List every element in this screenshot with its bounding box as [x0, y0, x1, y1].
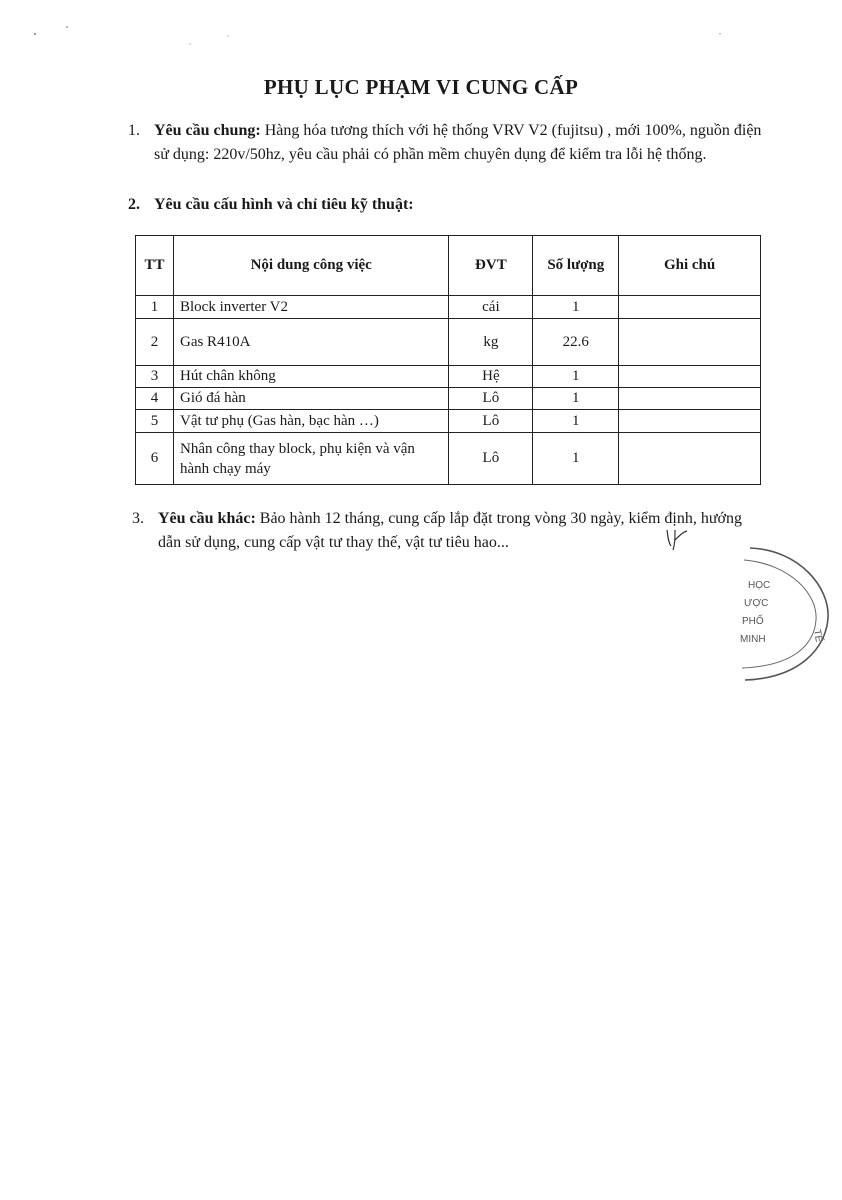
cell-note — [619, 319, 761, 366]
cell-unit: Lô — [449, 410, 533, 433]
table-row — [136, 388, 761, 410]
header-unit: ĐVT — [449, 236, 533, 296]
section-text: Hàng hóa tương thích với hệ thống VRV V2 (fujitsu) , mới 100%, nguồn điện sử dụng: 220v/50hz, yêu cầu phải có phần mềm chuyên dụng để kiểm tra lỗi hệ thống. — [154, 122, 762, 163]
stamp-text: MINH — [740, 634, 766, 645]
section-heading: Yêu cầu chung: — [154, 122, 261, 139]
cell-quantity: 1 — [533, 410, 619, 433]
cell-quantity: 1 — [533, 433, 619, 485]
cell-content: Hút chân không — [173, 366, 448, 388]
cell-tt: 5 — [136, 410, 174, 433]
cell-tt: 6 — [136, 433, 174, 485]
section-heading: Yêu cầu cấu hình và chỉ tiêu kỹ thuật: — [154, 196, 414, 213]
header-note: Ghi chú — [619, 236, 761, 296]
specification-table — [135, 235, 761, 485]
header-tt: TT — [136, 236, 174, 296]
section-text: Bảo hành 12 tháng, cung cấp lắp đặt trong vòng 30 ngày, kiểm định, hướng dẫn sử dụng, cung cấp vật tư thay thế, vật tư tiêu hao... — [158, 510, 743, 551]
cell-unit: cái — [449, 296, 533, 319]
section-number: 2. — [128, 196, 140, 213]
cell-content: Gió đá hàn — [173, 388, 448, 410]
table-row — [136, 366, 761, 388]
cell-tt: 3 — [136, 366, 174, 388]
cell-quantity: 1 — [533, 388, 619, 410]
header-quantity: Số lượng — [533, 236, 619, 296]
stamp-text: TẾ — [811, 628, 825, 644]
stamp-text: HỌC — [748, 580, 771, 591]
handwritten-initial-icon — [663, 526, 693, 552]
cell-note — [619, 410, 761, 433]
cell-unit: kg — [449, 319, 533, 366]
scan-specks — [0, 0, 842, 60]
cell-content: Block inverter V2 — [173, 296, 448, 319]
cell-tt: 4 — [136, 388, 174, 410]
section-general-requirements — [128, 119, 776, 167]
cell-note — [619, 388, 761, 410]
section-number: 3. — [132, 510, 144, 527]
cell-note — [619, 433, 761, 485]
page-title: PHỤ LỤC PHẠM VI CUNG CẤP — [263, 75, 579, 99]
cell-note — [619, 296, 761, 319]
table-row — [136, 296, 761, 319]
cell-note — [619, 366, 761, 388]
section-number: 1. — [128, 122, 140, 139]
official-stamp — [730, 538, 830, 688]
cell-tt: 1 — [136, 296, 174, 319]
stamp-text: PHỐ — [742, 616, 764, 627]
header-content: Nội dung công việc — [173, 236, 448, 296]
stamp-text: ƯỢC — [744, 598, 769, 609]
cell-tt: 2 — [136, 319, 174, 366]
section-technical-requirements — [128, 193, 776, 217]
table-row — [136, 319, 761, 366]
table-row — [136, 433, 761, 485]
cell-quantity: 22.6 — [533, 319, 619, 366]
section-heading: Yêu cầu khác: — [158, 510, 256, 527]
table-header-row — [136, 236, 761, 296]
cell-unit: Lô — [449, 388, 533, 410]
cell-content: Nhân công thay block, phụ kiện và vận hành chạy máy — [173, 433, 448, 485]
cell-unit: Hệ — [449, 366, 533, 388]
cell-content: Gas R410A — [173, 319, 448, 366]
cell-content: Vật tư phụ (Gas hàn, bạc hàn …) — [173, 410, 448, 433]
table-row — [136, 410, 761, 433]
cell-unit: Lô — [449, 433, 533, 485]
cell-quantity: 1 — [533, 366, 619, 388]
cell-quantity: 1 — [533, 296, 619, 319]
